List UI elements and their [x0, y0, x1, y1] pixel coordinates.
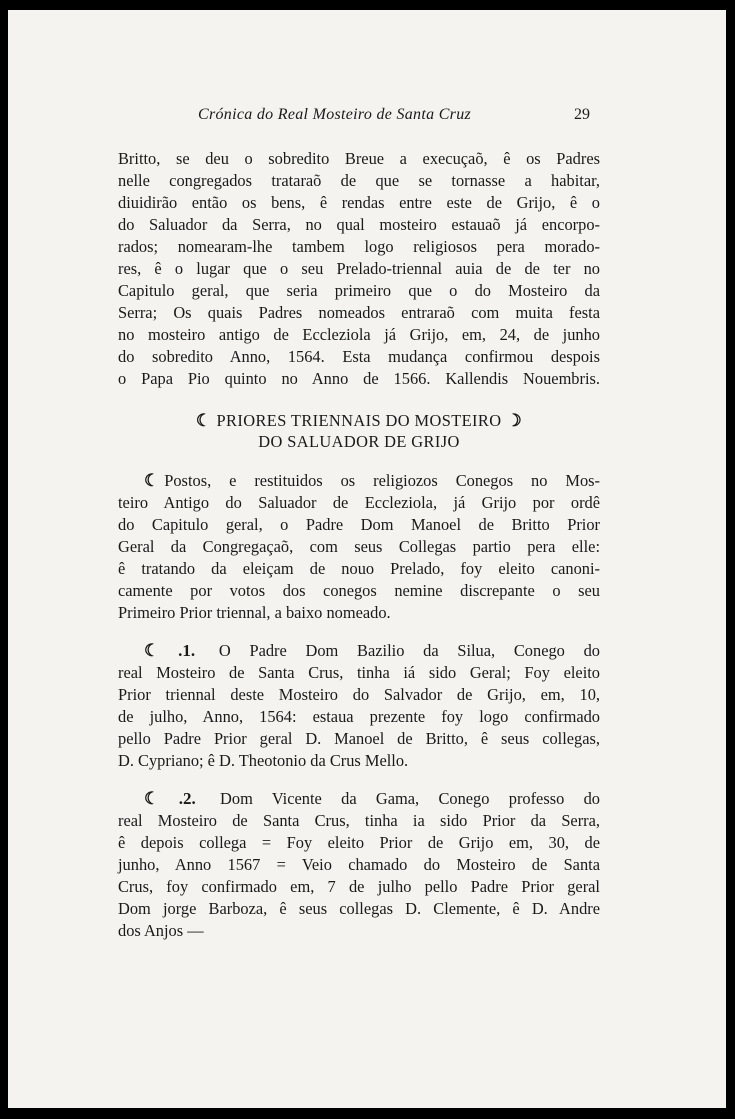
pilcrow-icon: ☾ .2. [144, 789, 196, 808]
heading-line-1: PRIORES TRIENNAIS DO MOSTEIRO [216, 411, 502, 430]
text-line: Postos, e restituidos os religiozos Conegos no Mos- [164, 471, 600, 490]
text-line: res, ê o lugar que o seu Prelado-triennal auia de de ter no [118, 259, 600, 278]
text-line: Dom Vicente da Gama, Conego professo do [220, 789, 600, 808]
text-line: dos Anjos — [118, 921, 204, 940]
text-line: teiro Antigo do Saluador de Eccleziola, já Grijo por ordê [118, 493, 600, 512]
text-line: Primeiro Prior triennal, a baixo nomeado. [118, 603, 391, 622]
pilcrow-right-icon: ☽ [506, 411, 523, 430]
body-text [118, 148, 600, 942]
text-line: no mosteiro antigo de Eccleziola já Grijo, em, 24, de junho [118, 325, 600, 344]
text-line: Capitulo geral, que seria primeiro que o do Mosteiro da [118, 281, 600, 300]
pilcrow-icon: ☾ .1. [144, 641, 196, 660]
text-line: Serra; Os quais Padres nomeados entraraõ com muita festa [118, 303, 600, 322]
text-line: Geral da Congregaçaõ, com seus Collegas partio pera elle: [118, 537, 600, 556]
page [8, 10, 726, 1108]
text-line: diuidirão então os bens, ê rendas entre este de Grijo, ê o [118, 193, 600, 212]
text-line: Crus, foy confirmado em, 7 de julho pello Padre Prior geral [118, 877, 600, 896]
text-line: ê depois collega = Foy eleito Prior de Grijo em, 30, de [118, 833, 600, 852]
opening-paragraph [118, 148, 600, 390]
pilcrow-left-icon: ☾ [195, 411, 212, 430]
text-line: pello Padre Prior geral D. Manoel de Britto, ê seus collegas, [118, 729, 600, 748]
paragraph-prior-1 [118, 640, 600, 772]
paragraph-prior-2 [118, 788, 600, 942]
heading-line-2: DO SALUADOR DE GRIJO [258, 432, 460, 451]
text-line: junho, Anno 1567 = Veio chamado do Mosteiro de Santa [118, 855, 600, 874]
pilcrow-icon: ☾ [144, 471, 160, 490]
text-line: real Mosteiro de Santa Crus, tinha iá sido Geral; Foy eleito [118, 663, 600, 682]
text-line: ê tratando da eleiçam de nouo Prelado, foy eleito canoni- [118, 559, 600, 578]
text-line: de julho, Anno, 1564: estaua prezente foy logo confirmado [118, 707, 600, 726]
text-line: do Saluador da Serra, no qual mosteiro estauaõ já encorpo- [118, 215, 600, 234]
text-line: camente por votos dos conegos nemine discrepante o seu [118, 581, 600, 600]
text-line: Britto, se deu o sobredito Breue a execuçaõ, ê os Padres [118, 149, 600, 168]
text-line: Prior triennal deste Mosteiro do Salvador de Grijo, em, 10, [118, 685, 600, 704]
text-line: nelle congregados trataraõ de que se tornasse a habitar, [118, 171, 600, 190]
text-line: O Padre Dom Bazilio da Silua, Conego do [218, 641, 600, 660]
running-head [8, 106, 726, 130]
text-line: do Capitulo geral, o Padre Dom Manoel de Britto Prior [118, 515, 600, 534]
text-line: D. Cypriano; ê D. Theotonio da Crus Mello. [118, 751, 409, 770]
text-line: do sobredito Anno, 1564. Esta mudança confirmou despois [118, 347, 600, 366]
text-line: real Mosteiro de Santa Crus, tinha ia sido Prior da Serra, [118, 811, 600, 830]
running-head-title: Crónica do Real Mosteiro de Santa Cruz [198, 106, 472, 123]
paragraph-intro [118, 470, 600, 624]
text-line: o Papa Pio quinto no Anno de 1566. Kallendis Nouembris. [118, 369, 600, 388]
text-line: Dom jorge Barboza, ê seus collegas D. Clemente, ê D. Andre [118, 899, 600, 918]
text-line: rados; nomearam-lhe tambem logo religiosos pera morado- [118, 237, 600, 256]
section-heading [118, 410, 600, 452]
page-number: 29 [574, 106, 590, 123]
